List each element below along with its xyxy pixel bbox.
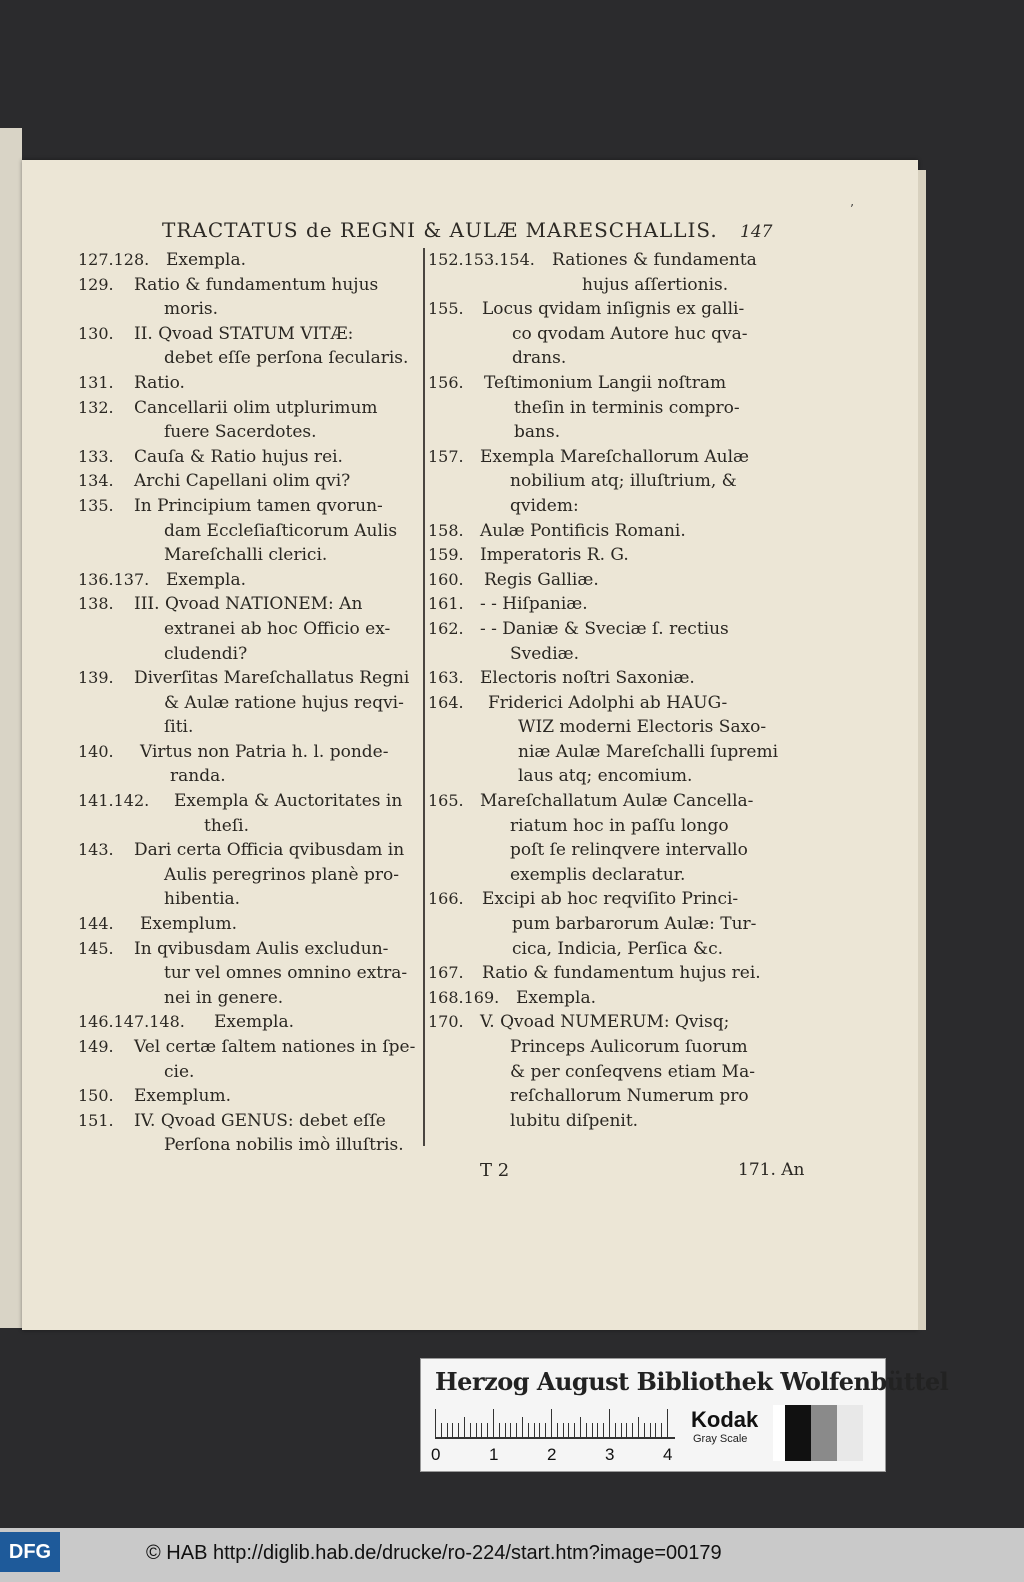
entry-line: dam Eccleſiaſticorum Aulis — [164, 520, 398, 541]
entry-line: drans. — [512, 348, 567, 369]
entry-number: 127.128. — [78, 250, 150, 269]
entry-number: 130. — [78, 323, 114, 343]
entry-line: & Aulæ ratione hujus reqvi- — [164, 692, 404, 713]
entry-line: Electoris noſtri Saxoniæ. — [480, 668, 695, 689]
entry-number: 131. — [78, 372, 114, 392]
entry-line: fuere Sacerdotes. — [164, 422, 317, 443]
index-entry — [78, 322, 422, 371]
ruler-tick — [563, 1423, 564, 1437]
index-entry — [428, 666, 800, 691]
entry-line: Locus qvidam inſignis ex galli- — [482, 299, 745, 320]
index-entry — [428, 248, 800, 297]
entry-number: 155. — [428, 299, 464, 319]
entry-line: laus atq; encomium. — [518, 766, 693, 787]
entry-line: Aulæ Pontificis Romani. — [480, 520, 686, 541]
entry-line: Vel certæ ſaltem nationes in ſpe- — [134, 1037, 416, 1057]
entry-line: riatum hoc in paſſu longo — [510, 815, 729, 836]
index-entry — [78, 445, 422, 470]
entry-number: 135. — [78, 495, 114, 515]
index-entry — [78, 248, 422, 273]
ruler-tick — [667, 1409, 668, 1437]
entry-line: lubitu diſpenit. — [510, 1110, 639, 1131]
index-entry — [78, 838, 422, 912]
page-number: 147 — [740, 222, 773, 242]
ruler-tick — [615, 1423, 616, 1437]
ruler-tick — [493, 1409, 494, 1437]
ruler-tick — [505, 1423, 506, 1437]
index-entry — [428, 568, 800, 593]
scale-label: 0 — [431, 1445, 441, 1464]
swatch-light — [837, 1405, 863, 1461]
entry-line: Imperatoris R. G. — [480, 545, 629, 566]
entry-line: randa. — [170, 766, 226, 787]
entry-number: 146.147.148. — [78, 1012, 185, 1032]
entry-line: II. Qvoad STATUM VITÆ: — [134, 323, 354, 344]
entry-line: cica, Indicia, Perſica &c. — [512, 938, 724, 959]
index-entry — [78, 396, 422, 445]
entry-line: cie. — [164, 1061, 195, 1082]
index-entry — [78, 568, 422, 593]
entry-line: exemplis declaratur. — [510, 864, 686, 885]
ruler-tick — [464, 1417, 465, 1437]
entry-number: 161. — [428, 594, 464, 614]
ruler-tick — [557, 1423, 558, 1437]
ruler-tick — [592, 1423, 593, 1437]
ruler-tick — [539, 1423, 540, 1437]
dfg-logo[interactable]: DFG — [0, 1532, 60, 1572]
ruler-tick — [470, 1423, 471, 1437]
ruler-tick — [447, 1423, 448, 1437]
entry-line: In qvibusdam Aulis excludun- — [134, 938, 389, 959]
ruler-tick — [481, 1423, 482, 1437]
entry-line: III. Qvoad NATIONEM: An — [134, 594, 363, 615]
index-entry — [78, 1010, 422, 1035]
left-column — [78, 248, 422, 1158]
ruler-scale — [435, 1409, 675, 1439]
ruler-tick — [609, 1409, 610, 1437]
ruler-tick — [597, 1423, 598, 1437]
entry-line: Svediæ. — [510, 643, 580, 664]
copyright-link[interactable]: © HAB http://diglib.hab.de/drucke/ro-224/start.htm?image=00179 — [146, 1542, 722, 1564]
entry-line: Mareſchalli clerici. — [164, 545, 328, 566]
ruler-tick — [632, 1423, 633, 1437]
entry-line: Ratio. — [134, 372, 185, 393]
index-entry — [428, 986, 800, 1011]
ruler-tick — [650, 1423, 651, 1437]
entry-line: Friderici Adolphi ab HAUG- — [488, 692, 728, 713]
entry-line: moris. — [164, 299, 219, 320]
entry-line: niæ Aulæ Mareſchalli ſupremi — [518, 741, 779, 762]
ruler-tick — [534, 1423, 535, 1437]
index-entry — [78, 1109, 422, 1158]
entry-number: 134. — [78, 471, 114, 491]
entry-line: Exemplum. — [134, 1086, 231, 1107]
index-entry — [78, 912, 422, 937]
entry-line: - - Hiſpaniæ. — [480, 594, 588, 615]
ruler-tick — [586, 1423, 587, 1437]
entry-number: 166. — [428, 889, 464, 909]
index-entry — [78, 469, 422, 494]
entry-line: Cauſa & Ratio hujus rei. — [134, 446, 343, 467]
ruler-tick — [580, 1417, 581, 1437]
left-page-edge — [0, 128, 22, 1328]
entry-line: Exempla. — [166, 250, 247, 270]
entry-line: Regis Galliæ. — [484, 569, 599, 590]
entry-line: Diverſitas Mareſchallatus Regni — [134, 668, 410, 689]
ruler-tick — [661, 1423, 662, 1437]
index-entry — [428, 887, 800, 961]
entry-number: 140. — [78, 741, 114, 761]
index-entry — [78, 494, 422, 568]
entry-number: 156. — [428, 372, 464, 392]
ruler-tick — [516, 1423, 517, 1437]
index-entry — [428, 1010, 800, 1133]
entry-line: WIZ moderni Electoris Saxo- — [518, 717, 767, 738]
ruler-tick — [568, 1423, 569, 1437]
entry-line: pum barbarorum Aulæ: Tur- — [512, 914, 757, 935]
ruler-tick — [458, 1423, 459, 1437]
ruler-tick — [638, 1417, 639, 1437]
ruler-tick — [603, 1423, 604, 1437]
entry-number: 149. — [78, 1037, 114, 1056]
corner-mark: ’ — [850, 202, 854, 216]
index-entry — [78, 1084, 422, 1109]
book-page — [22, 160, 918, 1330]
entry-number: 167. — [428, 963, 464, 983]
page-header — [22, 218, 918, 248]
ruler-tick — [510, 1423, 511, 1437]
ruler-tick — [528, 1423, 529, 1437]
index-entry — [428, 371, 800, 445]
entry-line: reſchallorum Numerum pro — [510, 1086, 749, 1107]
entry-line: Dari certa Officia qvibusdam in — [134, 840, 405, 861]
scale-label: 1 — [489, 1445, 499, 1464]
signature-mark: T 2 — [480, 1160, 510, 1181]
entry-line: In Principium tamen qvorun- — [134, 495, 383, 516]
index-entry — [428, 297, 800, 371]
index-entry — [428, 617, 800, 666]
index-entry — [428, 445, 800, 519]
entry-line: Ratio & fundamentum hujus rei. — [482, 963, 761, 984]
entry-line: ſiti. — [164, 717, 194, 738]
entry-line: poſt ſe relinqvere intervallo — [510, 840, 748, 861]
entry-number: 143. — [78, 840, 114, 860]
page-edge — [918, 170, 926, 1330]
index-entry — [78, 789, 422, 838]
entry-line: Aulis peregrinos planè pro- — [164, 864, 399, 885]
index-entry — [78, 371, 422, 396]
column-rule — [423, 248, 425, 1146]
entry-number: 164. — [428, 692, 464, 712]
entry-number: 145. — [78, 938, 114, 958]
entry-number: 136.137. — [78, 569, 150, 589]
entry-number: 151. — [78, 1110, 114, 1130]
entry-line: Excipi ab hoc reqviſito Princi- — [482, 889, 739, 910]
index-entry — [78, 1035, 422, 1084]
entry-line: nobilium atq; illuſtrium, & — [510, 471, 737, 492]
footer-bar — [0, 1528, 1024, 1582]
index-entry — [78, 666, 422, 740]
entry-number: 132. — [78, 397, 114, 417]
entry-number: 157. — [428, 446, 464, 466]
entry-line: V. Qvoad NUMERUM: Qvisq; — [480, 1012, 730, 1033]
entry-line: bans. — [514, 422, 561, 443]
library-name: Herzog August Bibliothek Wolfenbüttel — [435, 1367, 949, 1396]
index-entry — [428, 543, 800, 568]
ruler-tick — [487, 1423, 488, 1437]
ruler-tick — [626, 1423, 627, 1437]
entry-line: hibentia. — [164, 889, 241, 910]
entry-line: debet eſſe perſona ſecularis. — [164, 348, 409, 369]
entry-line: nei in genere. — [164, 987, 284, 1008]
entry-line: Exempla. — [214, 1012, 295, 1033]
gray-scale-label: Gray Scale — [693, 1433, 748, 1445]
ruler-tick — [522, 1417, 523, 1437]
entry-line: Perſona nobilis imò illuſtris. — [164, 1135, 404, 1156]
entry-number: 152.153.154. — [428, 250, 535, 269]
entry-number: 163. — [428, 668, 464, 688]
scale-label: 4 — [663, 1445, 673, 1464]
entry-number: 160. — [428, 569, 464, 589]
ruler-tick — [441, 1423, 442, 1437]
entry-line: Ratio & fundamentum hujus — [134, 274, 379, 295]
index-entry — [78, 740, 422, 789]
ruler-tick — [435, 1409, 436, 1437]
entry-number: 168.169. — [428, 987, 500, 1007]
entry-line: theſin in terminis compro- — [514, 397, 740, 418]
index-entry — [78, 937, 422, 1011]
index-entry — [428, 961, 800, 986]
entry-line: Exemplum. — [140, 914, 237, 935]
entry-number: 139. — [78, 668, 114, 688]
ruler-tick — [452, 1423, 453, 1437]
entry-number: 170. — [428, 1012, 464, 1032]
ruler-tick — [621, 1423, 622, 1437]
index-entry — [428, 519, 800, 544]
entry-line: Exempla & Auctoritates in — [174, 791, 403, 812]
entry-number: 150. — [78, 1086, 114, 1106]
entry-number: 158. — [428, 520, 464, 540]
index-entry — [428, 789, 800, 887]
entry-line: Exempla. — [516, 987, 597, 1008]
entry-line: Rationes & fundamenta — [552, 250, 757, 270]
entry-line: hujus aſſertionis. — [582, 274, 729, 295]
entry-line: - - Daniæ & Sveciæ ſ. rectius — [480, 618, 729, 639]
kodak-logo: Kodak — [691, 1407, 759, 1432]
ruler-tick — [499, 1423, 500, 1437]
index-entry — [428, 691, 800, 789]
index-entry — [78, 273, 422, 322]
entry-number: 144. — [78, 914, 114, 934]
entry-line: Princeps Aulicorum ſuorum — [510, 1037, 748, 1057]
entry-line: Cancellarii olim utplurimum — [134, 397, 378, 418]
entry-number: 159. — [428, 545, 464, 565]
entry-line: & per conſeqvens etiam Ma- — [510, 1061, 755, 1082]
index-entry — [78, 592, 422, 666]
entry-line: Mareſchallatum Aulæ Cancella- — [480, 791, 754, 812]
entry-line: cludendi? — [164, 643, 248, 664]
entry-number: 138. — [78, 594, 114, 614]
entry-line: Teſtimonium Langii noſtram — [484, 372, 727, 393]
ruler-tick — [551, 1409, 552, 1437]
entry-number: 162. — [428, 618, 464, 638]
scale-label: 3 — [605, 1445, 615, 1464]
right-column — [428, 248, 800, 1133]
entry-number: 129. — [78, 274, 114, 294]
entry-line: co qvodam Autore huc qva- — [512, 323, 748, 344]
entry-line: Virtus non Patria h. l. ponde- — [140, 741, 389, 762]
catchword: 171. An — [738, 1160, 805, 1180]
entry-line: Exempla Mareſchallorum Aulæ — [480, 446, 750, 467]
swatch-gray — [811, 1405, 837, 1461]
ruler-tick — [476, 1423, 477, 1437]
swatch-black — [785, 1405, 811, 1461]
ruler-tick — [545, 1423, 546, 1437]
ruler-tick — [574, 1423, 575, 1437]
ruler-tick — [644, 1423, 645, 1437]
index-entry — [428, 592, 800, 617]
entry-line: extranei ab hoc Officio ex- — [164, 618, 391, 639]
entry-line: Archi Capellani olim qvi? — [134, 471, 351, 492]
entry-line: tur vel omnes omnino extra- — [164, 963, 408, 984]
entry-number: 165. — [428, 791, 464, 811]
scale-label: 2 — [547, 1445, 557, 1464]
color-calibration-bar — [420, 1358, 949, 1472]
entry-line: qvidem: — [510, 495, 579, 516]
page-footer — [22, 1160, 918, 1184]
ruler-tick — [655, 1423, 656, 1437]
entry-line: theſi. — [204, 815, 249, 836]
running-title: TRACTATUS de REGNI & AULÆ MARESCHALLIS. — [162, 218, 718, 242]
entry-line: Exempla. — [166, 569, 247, 590]
entry-line: IV. Qvoad GENUS: debet eſſe — [134, 1110, 386, 1131]
entry-number: 133. — [78, 446, 114, 466]
entry-number: 141.142. — [78, 791, 150, 811]
